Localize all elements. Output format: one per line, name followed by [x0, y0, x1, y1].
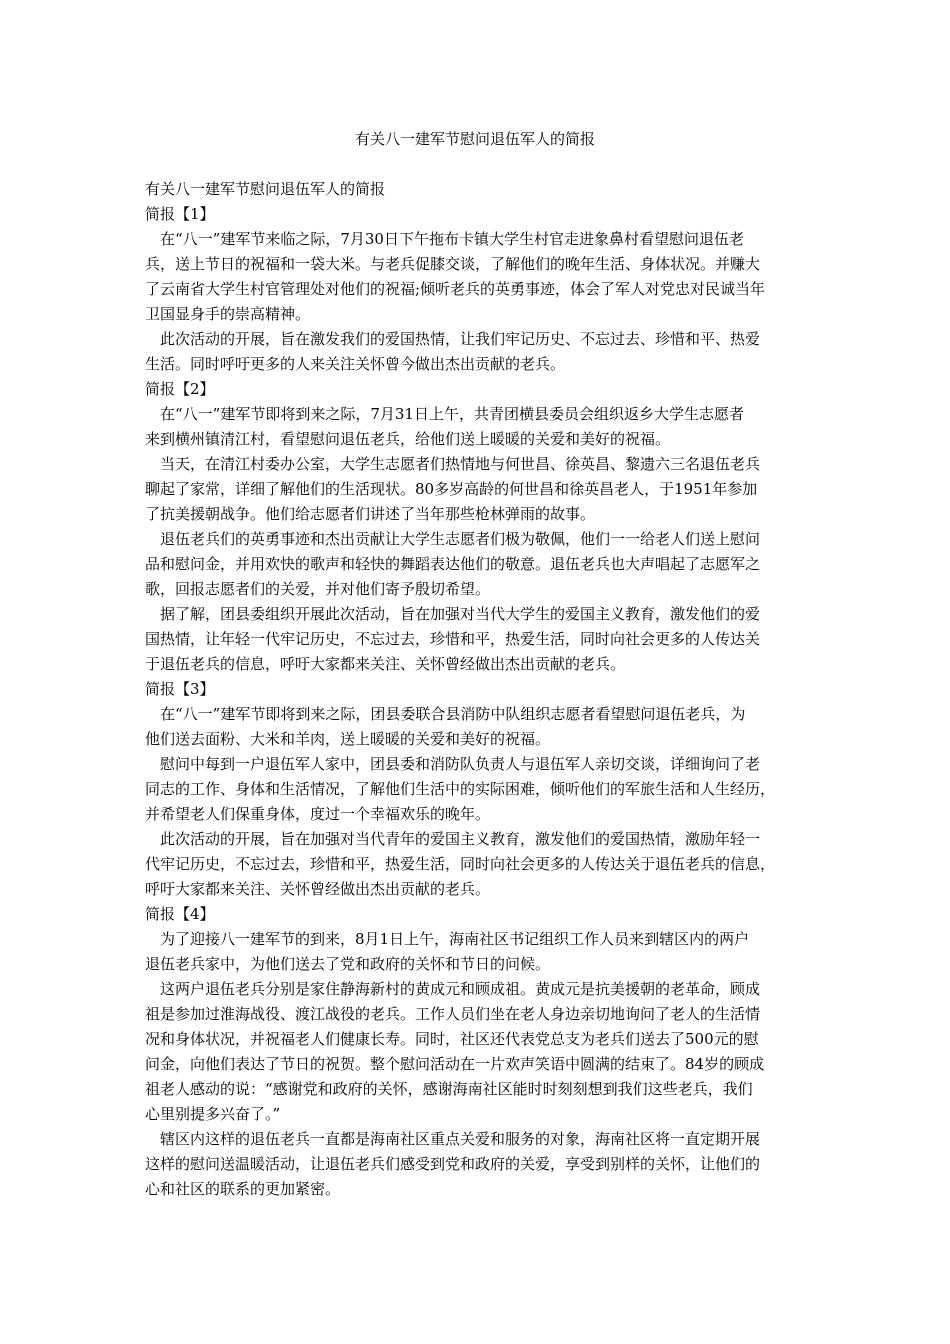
paragraph: [145, 1127, 809, 1202]
paragraph-line: 心和社区的联系的更加紧密。: [145, 1180, 341, 1198]
section-heading: 简报【3】: [145, 680, 215, 698]
section-heading: 简报【4】: [145, 905, 215, 923]
paragraph-line: 祖老人感动的说：“感谢党和政府的关怀，感谢海南社区能时时刻刻想到我们这些老兵，我们: [145, 1080, 753, 1098]
paragraph-line: 这两户退伍老兵分别是家住静海新村的黄成元和顾成祖。黄成元是抗美援朝的老革命，顾成: [145, 980, 761, 998]
paragraph-line: 慰问中每到一户退伍军人家中，团县委和消防队负责人与退伍军人亲切交谈，详细询问了老: [145, 755, 761, 773]
section-heading: 简报【2】: [145, 380, 215, 398]
paragraph-line: 在“八一”建军节即将到来之际，团县委联合县消防中队组织志愿者看望慰问退伍老兵，为: [145, 705, 746, 723]
paragraph-line: 聊起了家常，详细了解他们的生活现状。80多岁高龄的何世昌和徐英昌老人，于1951年参加: [145, 480, 758, 498]
paragraph: [145, 702, 809, 752]
paragraph-line: 退伍老兵们的英勇事迹和杰出贡献让大学生志愿者们极为敬佩，他们一一给老人们送上慰问: [145, 530, 761, 548]
paragraph-line: 了云南省大学生村官管理处对他们的祝福;倾听老兵的英勇事迹，体会了军人对党忠对民诚当年: [145, 280, 766, 298]
paragraph-line: 为了迎接八一建军节的到来，8月1日上午，海南社区书记组织工作人员来到辖区内的两户: [145, 930, 750, 948]
paragraph-line: 生活。同时呼吁更多的人来关注关怀曾今做出杰出贡献的老兵。: [145, 355, 566, 373]
document-body: [145, 177, 809, 1202]
paragraph-line: 辖区内这样的退伍老兵一直都是海南社区重点关爱和服务的对象，海南社区将一直定期开展: [145, 1130, 761, 1148]
paragraph-line: 代牢记历史，不忘过去，珍惜和平，热爱生活，同时向社会更多的人传达关于退伍老兵的信息，: [145, 855, 776, 873]
paragraph: [145, 602, 809, 677]
paragraph-line: 心里别提多兴奋了。”: [145, 1105, 281, 1123]
paragraph-line: 他们送去面粉、大米和羊肉，送上暖暖的关爱和美好的祝福。: [145, 730, 551, 748]
document-subtitle: 有关八一建军节慰问退伍军人的简报: [145, 180, 386, 198]
paragraph: [145, 327, 809, 377]
paragraph-line: 在“八一”建军节来临之际，7月30日下午拖布卡镇大学生村官走进象鼻村看望慰问退伍老: [145, 230, 744, 248]
paragraph: [145, 402, 809, 452]
paragraph: [145, 927, 809, 977]
paragraph-line: 歌，回报志愿者们的关爱，并对他们寄予殷切希望。: [145, 580, 491, 598]
paragraph-line: 祖是参加过淮海战役、渡江战役的老兵。工作人员们坐在老人身边亲切地询问了老人的生活情: [145, 1005, 761, 1023]
paragraph-line: 呼吁大家都来关注、关怀曾经做出杰出贡献的老兵。: [145, 880, 491, 898]
paragraph-line: 国热情，让年轻一代牢记历史，不忘过去，珍惜和平，热爱生活，同时向社会更多的人传达关: [145, 630, 761, 648]
paragraph-line: 此次活动的开展，旨在激发我们的爱国热情，让我们牢记历史、不忘过去、珍惜和平、热爱: [145, 330, 761, 348]
paragraph-line: 来到横州镇清江村，看望慰问退伍老兵，给他们送上暖暖的关爱和美好的祝福。: [145, 430, 671, 448]
paragraph: [145, 752, 809, 827]
paragraph: [145, 977, 809, 1127]
paragraph: [145, 452, 809, 527]
document-title: 有关八一建军节慰问退伍军人的简报: [354, 130, 595, 148]
paragraph-line: 卫国显身手的崇高精神。: [145, 305, 311, 323]
paragraph-line: 退伍老兵家中，为他们送去了党和政府的关怀和节日的问候。: [145, 955, 551, 973]
paragraph-line: 此次活动的开展，旨在加强对当代青年的爱国主义教育，激发他们的爱国热情，激励年轻一: [145, 830, 761, 848]
paragraph-line: 了抗美援朝战争。他们给志愿者们讲述了当年那些枪林弹雨的故事。: [145, 505, 596, 523]
paragraph-line: 况和身体状况，并祝福老人们健康长寿。同时，社区还代表党总支为老兵们送去了500元的慰: [145, 1030, 759, 1048]
paragraph-line: 当天，在清江村委办公室，大学生志愿者们热情地与何世昌、徐英昌、黎遗六三名退伍老兵: [145, 455, 761, 473]
section-heading: 简报【1】: [145, 205, 215, 223]
paragraph-line: 问金，向他们表达了节日的祝贺。整个慰问活动在一片欢声笑语中圆满的结束了。84岁的顾成: [145, 1055, 765, 1073]
paragraph-line: 兵，送上节日的祝福和一袋大米。与老兵促膝交谈，了解他们的晚年生活、身体状况。并赚大: [145, 255, 761, 273]
paragraph-line: 据了解，团县委组织开展此次活动，旨在加强对当代大学生的爱国主义教育，激发他们的爱: [145, 605, 761, 623]
paragraph-line: 并希望老人们保重身体，度过一个幸福欢乐的晚年。: [145, 805, 491, 823]
paragraph: [145, 527, 809, 602]
paragraph: [145, 227, 809, 327]
paragraph: [145, 827, 809, 902]
paragraph-line: 同志的工作、身体和生活情况，了解他们生活中的实际困难，倾听他们的军旅生活和人生经历，: [145, 780, 776, 798]
paragraph-line: 这样的慰问送温暖活动，让退伍老兵们感受到党和政府的关爱，享受到别样的关怀，让他们的: [145, 1155, 761, 1173]
paragraph-line: 在“八一”建军节即将到来之际，7月31日上午，共青团横县委员会组织返乡大学生志愿者: [145, 405, 744, 423]
paragraph-line: 于退伍老兵的信息，呼吁大家都来关注、关怀曾经做出杰出贡献的老兵。: [145, 655, 626, 673]
paragraph-line: 品和慰问金，并用欢快的歌声和轻快的舞蹈表达他们的敬意。退伍老兵也大声唱起了志愿军之: [145, 555, 761, 573]
